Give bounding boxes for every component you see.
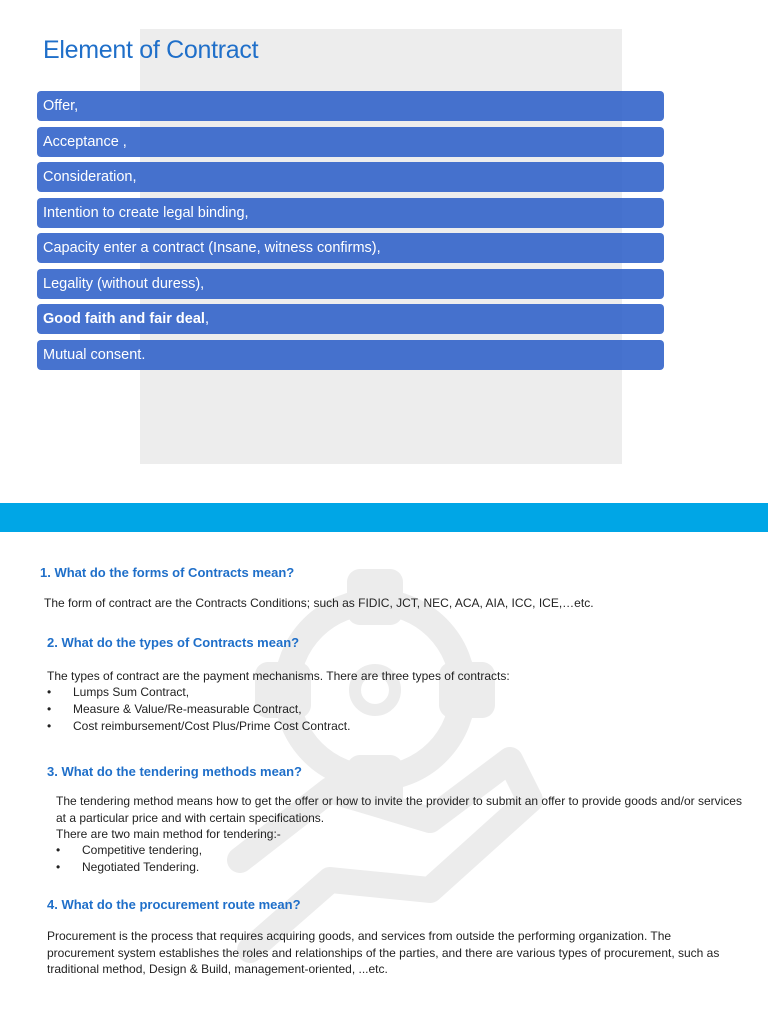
q1-text: The form of contract are the Contracts Conditions; such as FIDIC, JCT, NEC, ACA, AIA, ICC, ICE,…etc. <box>44 596 594 610</box>
q3-text-methods: There are two main method for tendering:- <box>56 827 281 841</box>
element-item-offer: Offer, <box>37 91 664 121</box>
list-item: • Competitive tendering, <box>56 842 202 859</box>
q2-text: The types of contract are the payment mechanisms. There are three types of contracts: <box>47 669 510 683</box>
q2-bullets <box>47 684 350 735</box>
element-item-legality: Legality (without duress), <box>37 269 664 299</box>
element-item-good-faith <box>37 304 664 334</box>
q3-heading: 3. What do the tendering methods mean? <box>47 764 302 779</box>
element-item-mutual-consent: Mutual consent. <box>37 340 664 370</box>
list-item: • Negotiated Tendering. <box>56 859 202 876</box>
q2-heading: 2. What do the types of Contracts mean? <box>47 635 300 650</box>
list-item: • Lumps Sum Contract, <box>47 684 350 701</box>
q4-heading: 4. What do the procurement route mean? <box>47 897 301 912</box>
good-faith-bold-text: Good faith and fair deal <box>43 311 205 327</box>
section-divider-band <box>0 503 768 532</box>
q1-heading: 1. What do the forms of Contracts mean? <box>40 565 295 580</box>
element-item-intention: Intention to create legal binding, <box>37 198 664 228</box>
q3-bullets <box>56 842 202 876</box>
element-list <box>37 91 664 375</box>
element-item-consideration: Consideration, <box>37 162 664 192</box>
element-item-capacity: Capacity enter a contract (Insane, witness confirms), <box>37 233 664 263</box>
q3-text: The tendering method means how to get the offer or how to invite the provider to submit an offer to provide goods and/or services at a particular price and with certain specifications. <box>56 794 742 825</box>
good-faith-rest-text: , <box>204 311 209 327</box>
slide <box>0 0 768 503</box>
q4-text: Procurement is the process that requires acquiring goods, and services from outside the performing organization. The procurement system establishes the roles and relationships of the parties, and there are various types of procurement, such as traditional method, Design & Build, management-oriented, ...etc. <box>47 929 720 976</box>
list-item: • Measure & Value/Re-measurable Contract, <box>47 701 350 718</box>
slide-title: Element of Contract <box>43 36 259 64</box>
element-item-acceptance: Acceptance , <box>37 127 664 157</box>
list-item: • Cost reimbursement/Cost Plus/Prime Cost Contract. <box>47 718 350 735</box>
